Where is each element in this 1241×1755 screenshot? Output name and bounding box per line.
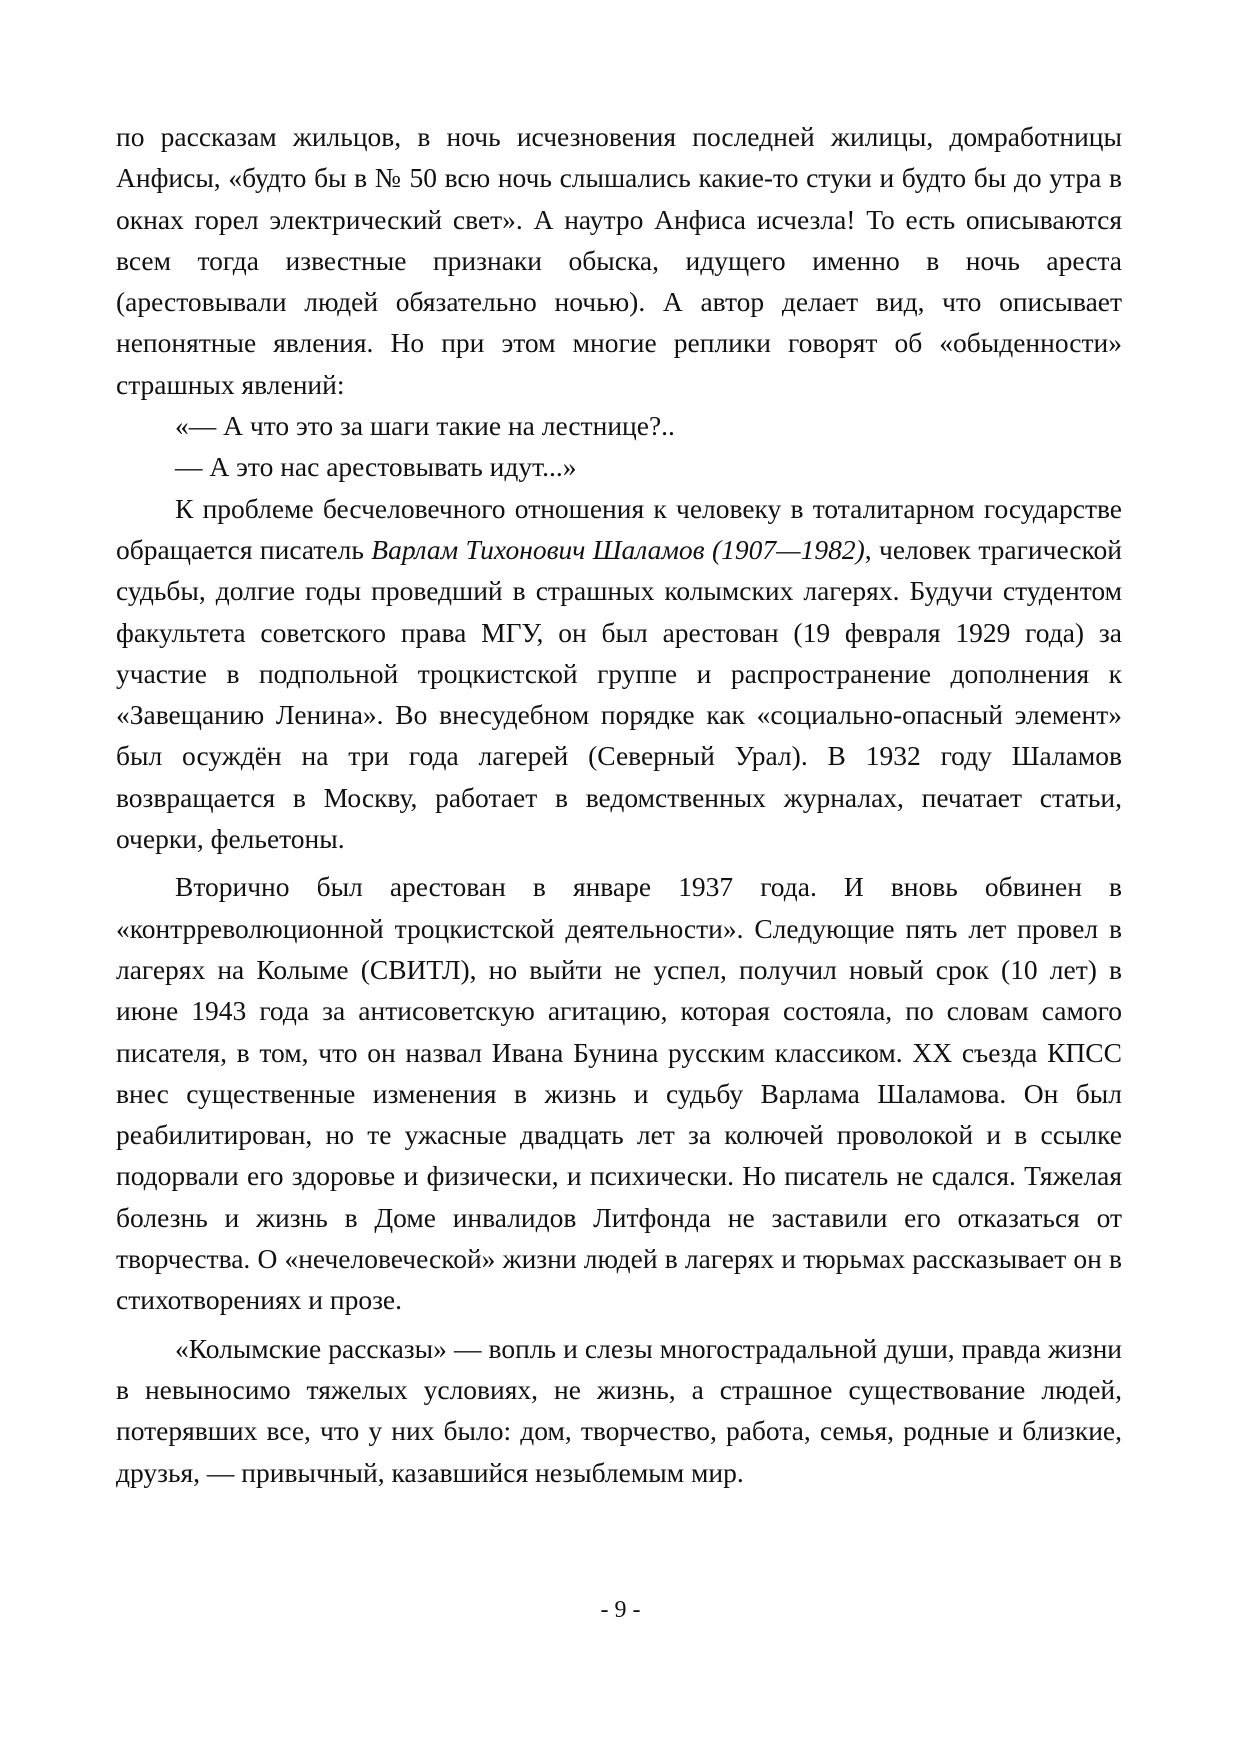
paragraph-anfisa: по рассказам жильцов, в ночь исчезновения последней жилицы, домработницы Анфисы, «будто бы в № 50 всю ночь слышались какие-то стуки и будто бы до утра в окнах горел электрический свет». А наутро Анфиса исчезла! То есть описываются всем тогда известные признаки обыска, идущего именно в ночь ареста (арестовывали людей обязательно ночью). А автор делает вид, что описывает непонятные явления. Но при этом многие реплики говорят об «обыденности» страшных явлений: [116,121,1122,400]
paragraph-shalamov-intro [116,488,1122,860]
paragraph-kolyma-tales: «Колымские рассказы» — вопль и слезы многострадальной души, правда жизни в невыносимо тяжелых условиях, не жизнь, а страшное существование людей, потерявших все, что у них было: дом, творчество, работа, семья, родные и близкие, друзья, — привычный, казавшийся незыблемым мир. [116,1332,1122,1488]
paragraph-shalamov-intro-end: , человек трагической судьбы, долгие годы проведший в страшных колымских лагерях. Будучи студентом факультета советского права МГУ, он был арестован (19 февраля 1929 года) за участие в подпольной троцкистской группе и распространение дополнения к «Завещанию Ленина». Во внесудебном порядке как «социально-опасный элемент» был осуждён на три года лагерей (Северный Урал). В 1932 году Шаламов возвращается в Москву, работает в ведомственных журналах, печатает статьи, очерки, фельетоны. [116,533,1122,855]
paragraph-shalamov-intro-start: К проблеме бесчеловечного отношения к человеку в тоталитарном государстве обращается писатель [116,492,1122,565]
dialogue-line-2: — А это нас арестовывать идут...» [175,451,577,483]
page-number: - 9 - [600,1597,641,1623]
body-text [116,116,1122,1493]
dialogue-line-1: «— А что это за шаги такие на лестнице?.. [175,410,675,442]
author-name-dates: Варлам Тихонович Шаламов (1907—1982) [371,533,865,565]
paragraph-second-arrest: Вторично был арестован в январе 1937 года. И вновь обвинен в «контрреволюционной троцкистской деятельности». Следующие пять лет провел в лагерях на Колыме (СВИТЛ), но выйти не успел, получил новый срок (10 лет) в июне 1943 года за антисоветскую агитацию, которая состояла, по словам самого писателя, в том, что он назвал Ивана Бунина русским классиком. XX съезда КПСС внес существенные изменения в жизнь и судьбу Варлама Шаламова. Он был реабилитирован, но те ужасные двадцать лет за колючей проволокой и в ссылке подорвали его здоровье и физически, и психически. Но писатель не сдался. Тяжелая болезнь и жизнь в Доме инвалидов Литфонда не заставили его отказаться от творчества. О «нечеловеческой» жизни людей в лагерях и тюрьмах рассказывает он в стихотворениях и прозе. [116,871,1122,1316]
